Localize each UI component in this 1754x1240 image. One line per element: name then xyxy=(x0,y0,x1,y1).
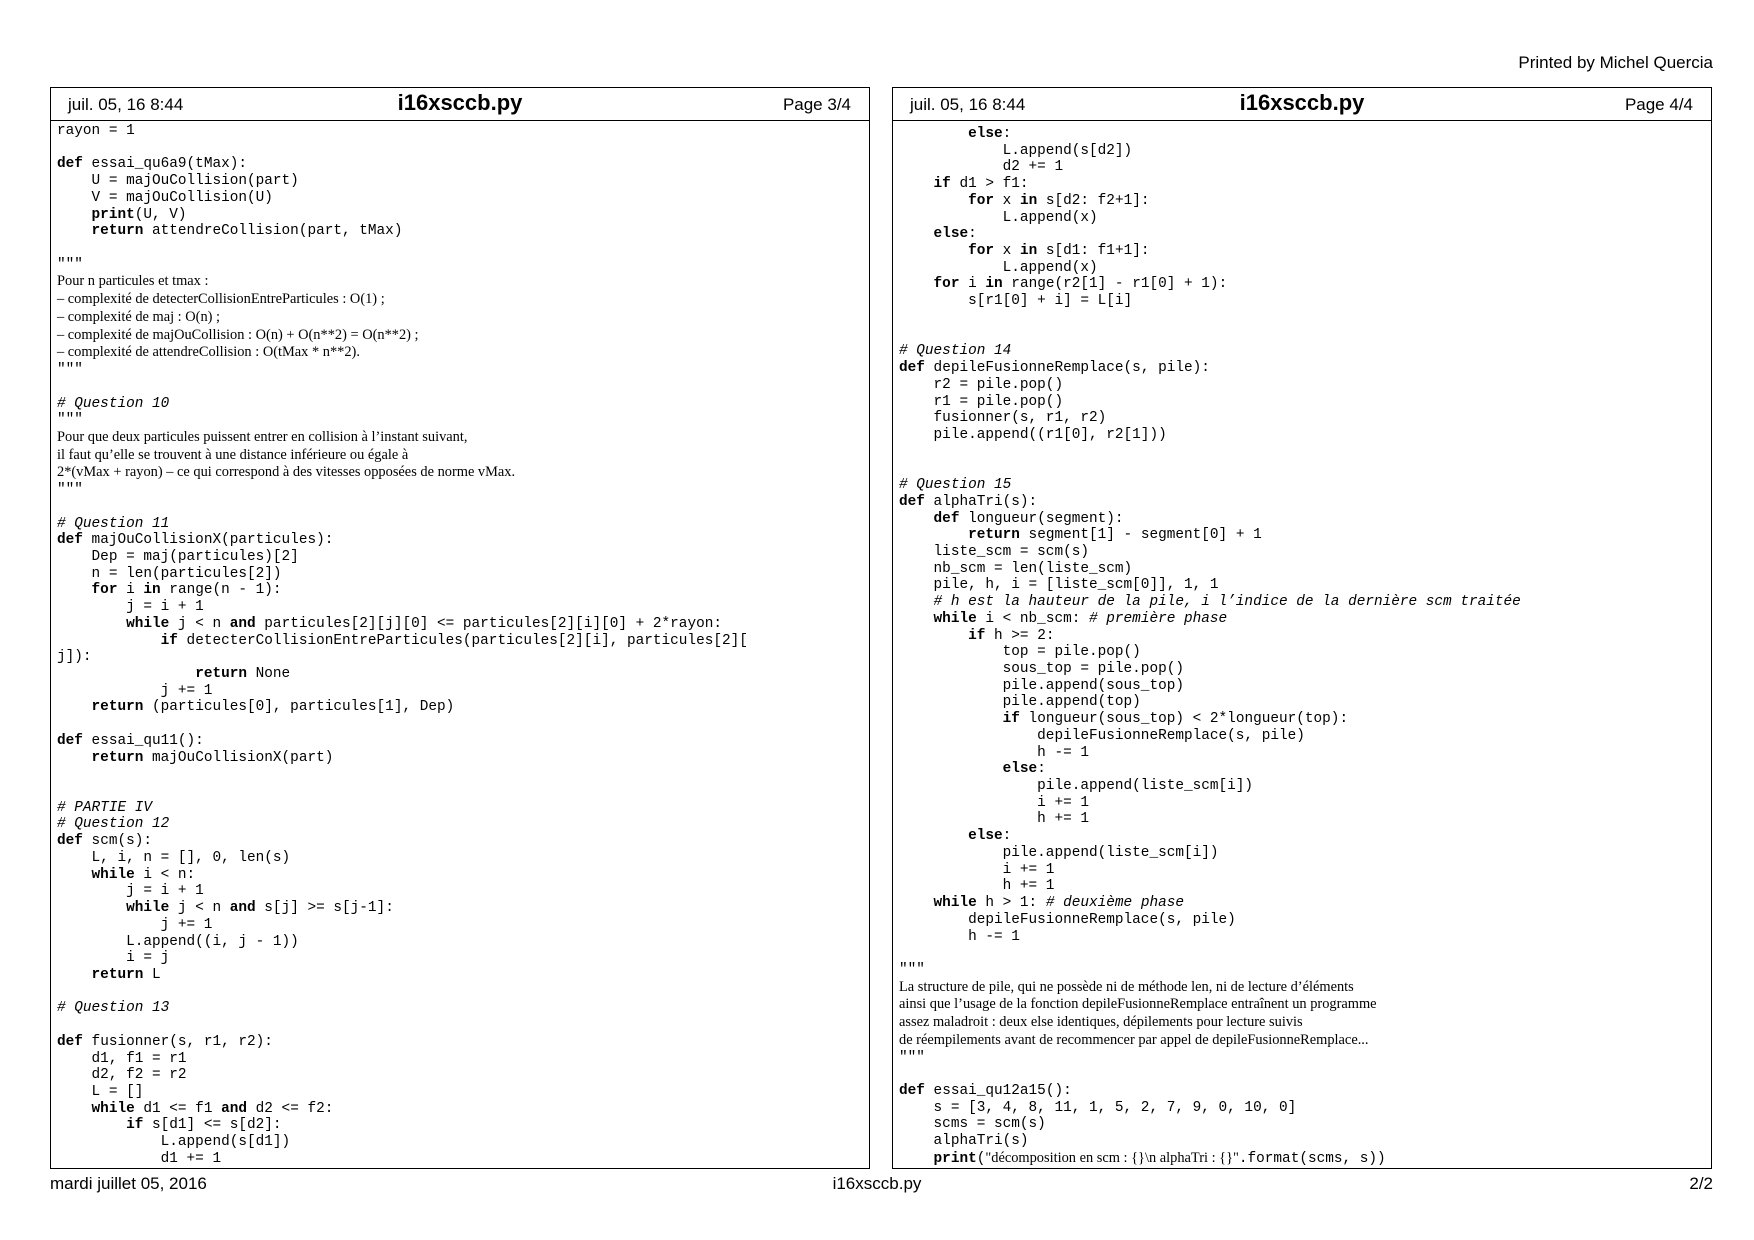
code-line: L.append((i, j - 1)) xyxy=(57,933,299,950)
code-line: while j < n and particules[2][j][0] <= particules[2][i][0] + 2*rayon: xyxy=(126,615,722,632)
code-line: pile.append((r1[0], r2[1])) xyxy=(899,426,1167,443)
code-line: # Question 15 xyxy=(899,477,1012,494)
code-line: L, i, n = [], 0, len(s) xyxy=(57,849,291,866)
code-line: Pour que deux particules puissent entrer en collision à l’instant suivant, xyxy=(57,428,468,445)
printed-by: Printed by Michel Quercia xyxy=(1518,53,1713,72)
code-line: while d1 <= f1 and d2 <= f2: xyxy=(91,1100,334,1117)
code-line: # Question 14 xyxy=(899,343,1012,360)
code-line: top = pile.pop() xyxy=(899,644,1141,661)
code-line: for x in s[d1: f1+1]: xyxy=(968,243,1150,260)
code-line: """ xyxy=(899,1049,925,1066)
code-line: if s[d1] <= s[d2]: xyxy=(126,1117,282,1134)
code-line: d2, f2 = r2 xyxy=(57,1067,187,1084)
code-line: – complexité de detecterCollisionEntreParticules : O(1) ; xyxy=(57,291,385,308)
code-line: """ xyxy=(57,256,83,273)
code-line: L.append(s[d2]) xyxy=(899,142,1133,159)
panel-header xyxy=(51,88,869,121)
code-line: j = i + 1 xyxy=(57,599,204,616)
panel-page-number: Page 4/4 xyxy=(1624,95,1693,114)
code-line: L.append(x) xyxy=(899,209,1098,226)
panel-date: juil. 05, 16 8:44 xyxy=(68,95,184,114)
code-line: – complexité de majOuCollision : O(n) + O(n**2) = O(n**2) ; xyxy=(57,326,419,343)
code-line: h += 1 xyxy=(899,811,1089,828)
code-line: while i < n: xyxy=(91,866,196,883)
page-panel-left xyxy=(50,87,870,1169)
code-line: def essai_qu6a9(tMax): xyxy=(57,156,248,173)
code-line: """ xyxy=(899,961,925,978)
code-line: pile.append(top) xyxy=(899,694,1141,711)
code-line: else: xyxy=(1002,761,1046,778)
code-line: il faut qu’elle se trouvent à une distance inférieure ou égale à xyxy=(57,446,409,463)
code-line: assez maladroit : deux else identiques, dépilements pour lecture suivis xyxy=(899,1014,1303,1031)
code-line: L = [] xyxy=(57,1083,144,1100)
code-line: for i in range(r2[1] - r1[0] + 1): xyxy=(933,276,1228,293)
code-line: return attendreCollision(part, tMax) xyxy=(91,223,403,240)
code-line: d1, f1 = r1 xyxy=(57,1050,187,1067)
code-line: else: xyxy=(968,828,1012,845)
code-line: return segment[1] - segment[0] + 1 xyxy=(968,527,1262,544)
code-line: def alphaTri(s): xyxy=(899,493,1038,510)
code-line: de réempilements avant de recommencer par appel de depileFusionneRemplace... xyxy=(899,1031,1369,1048)
code-line: for i in range(n - 1): xyxy=(91,582,282,599)
code-line: print("décomposition en scm : {}\n alphaTri : {}".format(scms, s)) xyxy=(933,1149,1386,1167)
code-line: s = [3, 4, 8, 11, 1, 5, 2, 7, 9, 0, 10, 0] xyxy=(899,1099,1297,1116)
code-line: rayon = 1 xyxy=(57,123,135,139)
code-line: # Question 13 xyxy=(57,1000,170,1017)
code-line: Dep = maj(particules)[2] xyxy=(57,548,299,565)
code-line: r2 = pile.pop() xyxy=(899,376,1064,393)
code-line: U = majOuCollision(part) xyxy=(57,173,299,190)
code-line: depileFusionneRemplace(s, pile) xyxy=(899,911,1236,928)
code-line: if detecterCollisionEntreParticules(particules[2][i], particules[2][ xyxy=(160,632,748,649)
code-line: L.append(x) xyxy=(899,259,1098,276)
code-line: while j < n and s[j] >= s[j-1]: xyxy=(126,900,394,917)
code-line: pile.append(liste_scm[i]) xyxy=(899,778,1254,795)
footer-filename: i16xsccb.py xyxy=(832,1174,922,1193)
code-line: j = i + 1 xyxy=(57,883,204,900)
code-line: r1 = pile.pop() xyxy=(899,393,1064,410)
code-line: – complexité de maj : O(n) ; xyxy=(57,308,221,325)
code-line: pile.append(sous_top) xyxy=(899,677,1184,694)
code-listing xyxy=(51,121,869,1168)
code-line: j += 1 xyxy=(57,916,213,933)
panel-filename: i16xsccb.py xyxy=(397,90,523,115)
code-line: h -= 1 xyxy=(899,928,1020,945)
code-line: La structure de pile, qui ne possède ni de méthode len, ni de lecture d’éléments xyxy=(899,978,1354,995)
code-line: def longueur(segment): xyxy=(933,510,1124,527)
panel-header xyxy=(893,88,1711,121)
code-line: def essai_qu11(): xyxy=(57,732,204,749)
code-line: i += 1 xyxy=(899,861,1055,878)
code-line: return majOuCollisionX(part) xyxy=(91,749,334,766)
code-line: fusionner(s, r1, r2) xyxy=(899,410,1107,427)
panel-filename: i16xsccb.py xyxy=(1239,90,1365,115)
code-line: nb_scm = len(liste_scm) xyxy=(899,560,1133,577)
code-line: Pour n particules et tmax : xyxy=(57,273,209,290)
code-line: sous_top = pile.pop() xyxy=(899,661,1184,677)
code-line: # Question 11 xyxy=(57,515,170,532)
code-line: for x in s[d2: f2+1]: xyxy=(968,192,1150,209)
code-line: 2*(vMax + rayon) – ce qui correspond à des vitesses opposées de norme vMax. xyxy=(57,464,516,481)
panel-date: juil. 05, 16 8:44 xyxy=(910,95,1026,114)
footer-date: mardi juillet 05, 2016 xyxy=(50,1174,207,1193)
code-line: pile, h, i = [liste_scm[0]], 1, 1 xyxy=(899,577,1219,594)
code-line: """ xyxy=(57,482,83,499)
code-line: pile.append(liste_scm[i]) xyxy=(899,844,1219,861)
code-line: liste_scm = scm(s) xyxy=(899,543,1089,560)
code-line: print(U, V) xyxy=(91,206,187,223)
panel-page-number: Page 3/4 xyxy=(782,95,851,114)
code-line: return L xyxy=(91,966,161,983)
code-line: L.append(s[d1]) xyxy=(57,1134,291,1151)
code-line: def depileFusionneRemplace(s, pile): xyxy=(899,360,1210,377)
code-line: if d1 > f1: xyxy=(933,176,1029,193)
code-line: """ xyxy=(57,362,83,379)
code-line: else: xyxy=(968,126,1012,142)
code-line: d2 += 1 xyxy=(899,159,1064,176)
code-line: h += 1 xyxy=(899,878,1055,895)
code-line: i = j xyxy=(57,950,170,967)
code-line: s[r1[0] + i] = L[i] xyxy=(899,293,1133,310)
code-line: # Question 12 xyxy=(57,816,170,833)
code-line: def essai_qu12a15(): xyxy=(899,1082,1072,1099)
code-line: else: xyxy=(933,226,977,243)
footer-page: 2/2 xyxy=(1689,1174,1713,1193)
code-line: """ xyxy=(57,412,83,429)
code-line: scms = scm(s) xyxy=(899,1116,1046,1133)
code-line: ainsi que l’usage de la fonction depileFusionneRemplace entraînent un programme xyxy=(899,996,1377,1013)
code-line: alphaTri(s) xyxy=(899,1133,1029,1150)
code-line: j]): xyxy=(57,649,92,666)
code-line: while h > 1: # deuxième phase xyxy=(933,895,1185,912)
code-line: def scm(s): xyxy=(57,833,153,850)
code-line: d1 += 1 xyxy=(57,1150,222,1167)
code-line: if longueur(sous_top) < 2*longueur(top): xyxy=(1002,711,1349,728)
code-line: return (particules[0], particules[1], Dep) xyxy=(91,699,455,716)
code-line: # Question 10 xyxy=(57,395,170,412)
code-line: # h est la hauteur de la pile, i l’indice de la dernière scm traitée xyxy=(933,594,1521,611)
code-line: h -= 1 xyxy=(899,744,1089,761)
code-line: i += 1 xyxy=(899,794,1089,811)
code-line: V = majOuCollision(U) xyxy=(57,189,273,206)
code-line: j += 1 xyxy=(57,682,213,699)
code-line: return None xyxy=(195,666,291,682)
code-line: – complexité de attendreCollision : O(tMax * n**2). xyxy=(57,344,360,361)
code-line: depileFusionneRemplace(s, pile) xyxy=(899,727,1305,744)
code-line: n = len(particules[2]) xyxy=(57,565,282,582)
code-line: # PARTIE IV xyxy=(57,799,152,816)
code-line: def majOuCollisionX(particules): xyxy=(57,532,334,549)
code-line: while i < nb_scm: # première phase xyxy=(933,610,1228,627)
page-panel-right xyxy=(892,87,1712,1169)
code-listing xyxy=(893,121,1711,1168)
code-line: def fusionner(s, r1, r2): xyxy=(57,1033,273,1050)
code-line: if h >= 2: xyxy=(968,627,1055,644)
